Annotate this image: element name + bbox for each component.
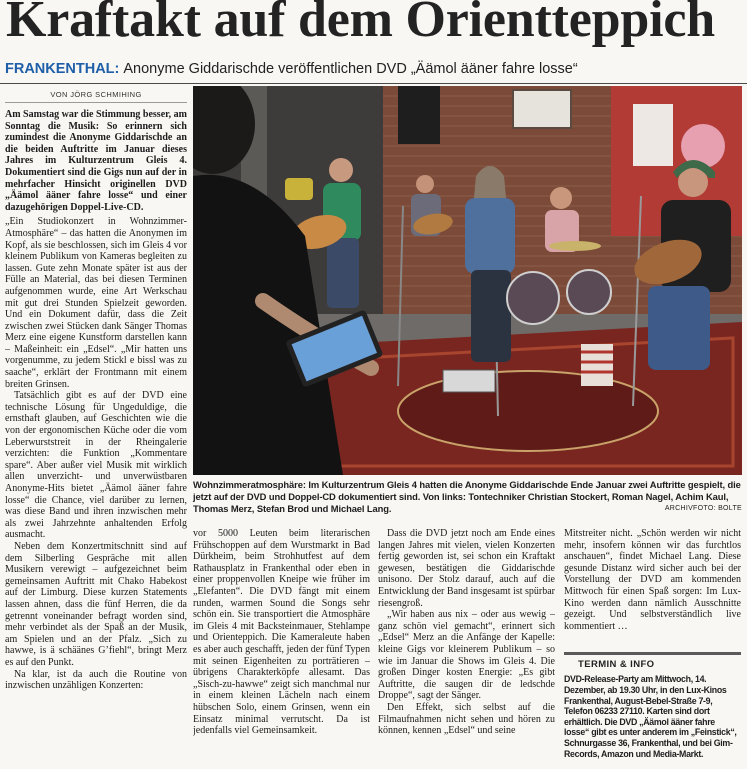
yellow-chair: [285, 178, 313, 200]
info-box-title: TERMIN & INFO: [578, 659, 655, 671]
body-paragraph: vor 5000 Leuten beim literarischen Frühschoppen auf dem Wurstmarkt in Bad Dürkheim, beim Strohhutfest auf dem Rathausplatz in Frankenthal oder eben in einer proppenvollen Kneipe wie früher im „Elefanten“. Die DVD fängt mit einem runden, warmen Sound die Songs sehr schön ein. Sie transportiert die Atmosphäre im Gleis 4 mit Backsteinmauer, Stehlampe und Orienteppich. Die Kameraleute haben es aber auch geschafft, jeden der fünf Typen mit seinen Eigenheiten zu porträtieren – übrigens Charakterköpfe allesamt. Das „Sisch-zu-hawwe“ zeigt sich manchmal nur in einem kleinen Lächeln nach einem hübschen Solo, einem Grinsen, wenn ein Einsatz minimal verrutscht. Da ist jedenfalls viel Gemeinsamkeit.: [193, 528, 370, 737]
photo-credit: ARCHIVFOTO: BOLTE: [664, 505, 742, 512]
musician-head: [416, 175, 434, 193]
caption-text: Wohnzimmeratmosphäre: Im Kulturzentrum Gleis 4 hatten die Anonyme Giddarischde Ende Januar zwei Auftritte gespielt, die jetzt auf der DVD und Doppel-CD dokumentiert sind. Von links: Tontechniker Christian Stockert, Roman Nagel, Achim Kaul, Thomas Merz, Stefan Brod und Michael Lang.: [193, 479, 741, 514]
musician-head: [329, 158, 353, 182]
rug-medallion: [398, 371, 658, 451]
column-4: [564, 528, 741, 767]
drum: [567, 270, 611, 314]
floor-lamp-shade: [581, 344, 613, 386]
singer-blue-shirt: [465, 198, 515, 274]
location-label: FRANKENTHAL:: [5, 61, 120, 77]
byline: VON JÖRG SCHMIHING: [5, 88, 187, 103]
amplifier: [443, 370, 495, 392]
subheadline: [5, 60, 578, 78]
body-paragraph: „Wir haben aus nix – oder aus wewig – ganz schön viel gemacht“, erinnert sich „Edsel“ Merz an die Anfänge der Kapelle: kleine Gigs vor kleinerem Publikum – so wie im Januar die Shows im Gleis 4. Die großen Dinger kosten Energie: „Es gibt Auftritte, die saugen dir de ledschde Droppe“, sagt der Sänger.: [378, 609, 555, 702]
window-dark: [398, 86, 440, 144]
body-paragraph: Mitstreiter nicht. „Schön werden wir nicht mehr, insofern können wir das furchtlos anschauen“, findet Michael Lang. Diese gesunde Distanz wird sicher auch bei der Vorstellung der DVD am kommenden Mittwoch für einen Spaß sorgen: Im Lux-Kino werden dann nämlich Ausschnitte gezeigt. Und selbstverständlich live kommentiert …: [564, 528, 741, 632]
photo-caption: [193, 479, 742, 515]
cymbal: [549, 241, 601, 251]
body-paragraph: „Ein Studiokonzert in Wohnzimmer-Atmosphäre“ – das hatten die Anonymen im Kopf, als sie beschlossen, sich im Gleis 4 vor kleinem Publikum von Kameras begleiten zu lassen. Gute zehn Monate später ist aus der Fülle an Material, das bei diesen Terminen aufgenommen wurde, eine Art Werkschau mit gut drei Stunden Spielzeit geworden. Und ein Dokument dafür, dass die Zeit zwischen zwei Stücken dank Sänger Thomas Merz eine eigene Kunstform darstellen kann – Maßeinheit: ein „Edsel“. „Mir hatten uns vorgenumme, zu jedem Stickl e bissl was zu saache“, erklärt der Frontmann mit einem breiten Grinsen.: [5, 216, 187, 390]
body-paragraph: Na klar, ist da auch die Routine von inzwischen unzähligen Konzerten:: [5, 668, 187, 692]
column-3: [378, 528, 555, 767]
header-rule: [0, 83, 747, 84]
body-paragraph: Dass die DVD jetzt noch am Ende eines langen Jahres mit vielen, vielen Konzerten fertig geworden ist, sei schon ein Kraftakt gewesen, bestätigen die Giddarischde unisono. Der Stolz darauf, auch auf die Entwicklung der Band insgesamt ist spürbar riesengroß.: [378, 528, 555, 609]
body-paragraph: Den Effekt, sich selbst auf die Filmaufnahmen nicht sehen und hören zu können, kennen „Edsel“ und seine: [378, 701, 555, 737]
info-box-text: DVD-Release-Party am Mittwoch, 14. Dezember, ab 19.30 Uhr, in den Lux-Kinos Frankenthal, August-Bebel-Straße 7-9, Telefon 06233 27110. Karten sind dort erhältlich. Die DVD „Äämol ääner fahre losse“ gibt es unter anderem im „Feinstick“, Schnurgasse 36, Frankenthal, und bei Gim-Records, Amazon und Media-Markt.: [564, 674, 737, 759]
info-box: [564, 652, 741, 759]
body-paragraph: Tatsächlich gibt es auf der DVD eine technische Lösung für Ungeduldige, die ernsthaft glauben, auf Geschichten wie die von der ergonomischen Küche oder die vom Leberwurststreit in der Rheingalerie verzichten: die Funktion „Kommentare spare“. Aber außer viel Musik mit wirklich allen unverzicht- und unverwüstbaren Anonyme-Hits bietet „Äämol ääner fahre losse“ die Chance, viel darüber zu lernen, was diese Band und ihren inzwischen mehr als zwei Jahrzehnte anhaltenden Erfolg ausmacht.: [5, 390, 187, 541]
headline: Kraftakt auf dem Orientteppich: [6, 0, 715, 48]
left-column: [5, 88, 187, 767]
band-photo-illustration: [193, 86, 742, 475]
musician-jeans: [648, 286, 710, 370]
musician-legs: [327, 238, 359, 308]
lead-paragraph: Am Samstag war die Stimmung besser, am Sonntag die Musik: So erinnern sich zumindest die Anonyme Giddarischde an die beiden Auftritte im Januar dieses Jahres im Kulturzentrum Gleis 4. Dokumentiert sind die Gigs nun auf der in mehrfacher Hinsicht originellen DVD „Äämol ääner fahre losse“ und einer dazugehörigen Doppel-Live-CD.: [5, 109, 187, 213]
window-light: [513, 90, 571, 128]
drummer-head: [550, 187, 572, 209]
column-2: [193, 528, 370, 767]
article-photo: [193, 86, 742, 475]
body-paragraph: Neben dem Konzertmitschnitt sind auf dem Silberling Gespräche mit allen Musikern verewigt – aufgezeichnet beim gemeinsamen Auftritt mit Chako Habekost auf der Limburg. Diese kurzen Statements lassen ahnen, dass die fünf Herren, die da getrennt voneinander befragt worden sind, mehr verbindet als der Spaß an der Musik, am Spielen und an der Pfalz. „Sich zu hawwe, is ä schäänes G’fiehl“, bringt Merz es auf den Punkt.: [5, 540, 187, 668]
artwork-panel: [633, 104, 673, 166]
bass-drum: [507, 272, 559, 324]
singer-legs: [471, 270, 511, 362]
subheadline-text: Anonyme Giddarischde veröffentlichen DVD „Äämol ääner fahre losse“: [123, 61, 578, 77]
